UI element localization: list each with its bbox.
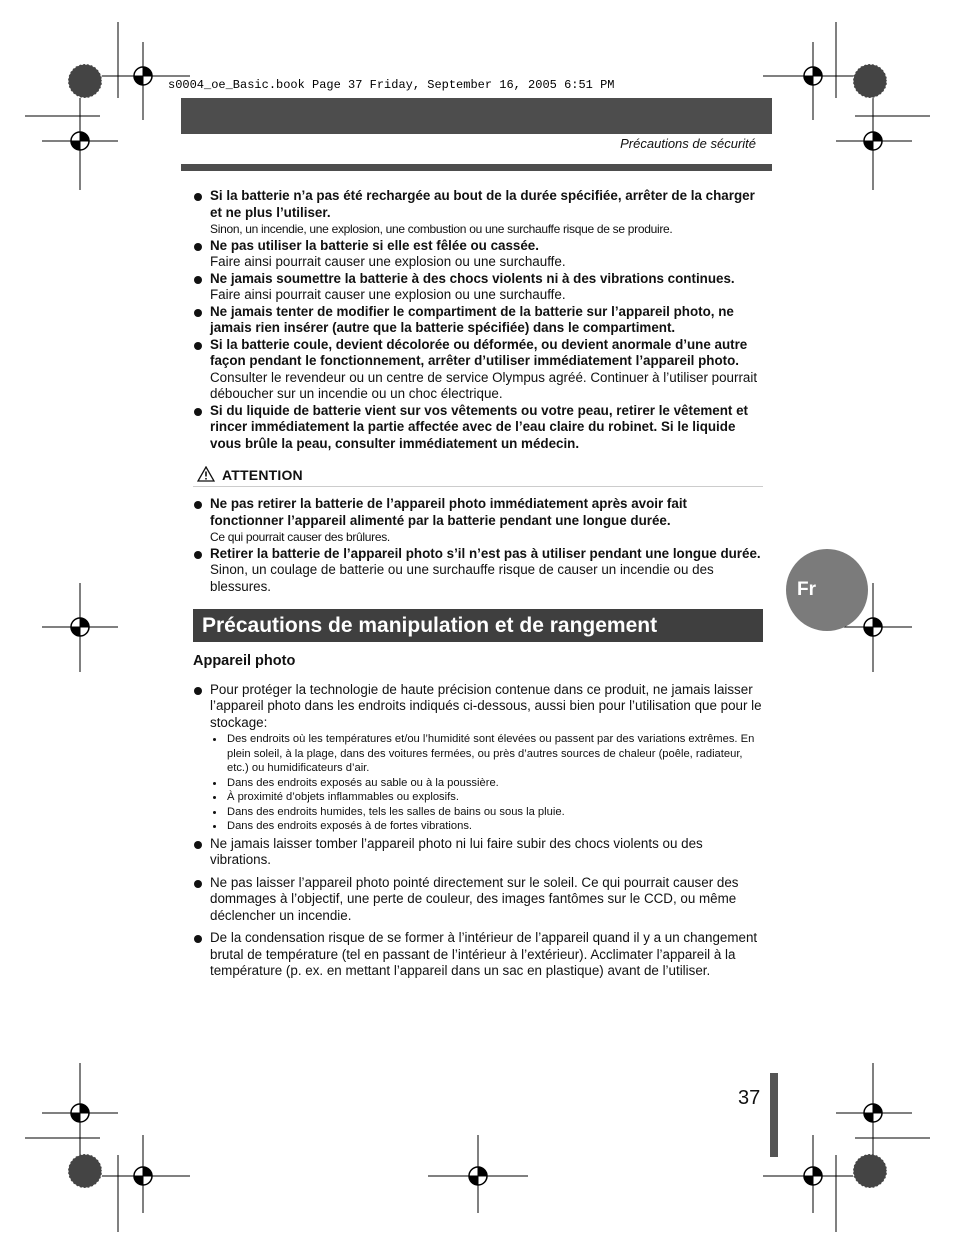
- attention-text: Retirer la batterie de l’appareil photo s’il n’est pas à utiliser pendant une longue durée.: [210, 545, 761, 561]
- location-item: Dans des endroits exposés à de fortes vibrations.: [210, 819, 763, 834]
- warning-text: Si la batterie n’a pas été rechargée au bout de la durée spécifiée, arrêter de la charger et ne plus l’utiliser.: [210, 188, 755, 220]
- language-tab-label: Fr: [797, 579, 816, 600]
- camera-item: [193, 930, 763, 980]
- warning-triangle-icon: [197, 466, 215, 482]
- section-title: Précautions de manipulation et de rangement: [193, 609, 763, 642]
- warning-item: [193, 188, 763, 238]
- attention-label: ATTENTION: [222, 467, 303, 483]
- warning-item: [193, 403, 763, 453]
- camera-item-text: Ne jamais laisser tomber l’appareil photo ni lui faire subir des chocs violents ou des vibrations.: [210, 835, 703, 867]
- camera-item-text: Pour protéger la technologie de haute précision contenue dans ce produit, ne jamais laisser l’appareil photo dans les endroits indiqués ci-dessous, aussi bien pour l’utilisation que pour le stockage:: [210, 681, 762, 730]
- warning-item: [193, 304, 763, 337]
- header-section-title: Précautions de sécurité: [620, 136, 756, 151]
- camera-item-text: Ne pas laisser l’appareil photo pointé directement sur le soleil. Ce qui pourrait causer des dommages à l’objectif, une perte de couleur, des images fantômes sur le CCD, ou même déclencher un incendie.: [210, 874, 739, 923]
- warning-item: [193, 238, 763, 271]
- warning-text: Ne jamais tenter de modifier le compartiment de la batterie sur l’appareil photo, ne jamais rien insérer (autre que la batterie spécifiée) dans le compartiment.: [210, 303, 734, 335]
- attention-text: Ne pas retirer la batterie de l’appareil photo immédiatement après avoir fait fonctionner l’appareil alimenté par la batterie pendant une longue durée.: [210, 496, 688, 528]
- location-item: À proximité d’objets inflammables ou explosifs.: [210, 790, 763, 805]
- location-item: Des endroits où les températures et/ou l’humidité sont élevées ou passent par des variations extrêmes. En plein soleil, à la plage, dans des voitures fermées, ou près d’autres sources de chaleur (poêle, radiateur, etc.) ou humidificateurs d’air.: [210, 732, 763, 776]
- subsection-title: Appareil photo: [193, 653, 296, 669]
- warning-text: Ne jamais soumettre la batterie à des chocs violents ni à des vibrations continues.: [210, 270, 735, 286]
- attention-item: [193, 496, 763, 546]
- header-band: [181, 98, 772, 134]
- book-info-line: s0004_oe_Basic.book Page 37 Friday, September 16, 2005 6:51 PM: [168, 78, 615, 92]
- camera-item: [193, 682, 763, 834]
- warning-text: Si du liquide de batterie vient sur vos vêtements ou votre peau, retirer le vêtement et rincer immédiatement la partie affectée avec de l’eau claire du robinet. Si le liquide vous brûle la peau, consulter immédiatement un médecin.: [210, 402, 749, 451]
- camera-item: [193, 836, 763, 869]
- warning-note: Faire ainsi pourrait causer une explosion ou une surchauffe.: [210, 254, 566, 269]
- warning-note: Faire ainsi pourrait causer une explosion ou une surchauffe.: [210, 287, 566, 302]
- warning-item: [193, 271, 763, 304]
- page-content: [193, 188, 763, 980]
- warning-text: Ne pas utiliser la batterie si elle est fêlée ou cassée.: [210, 237, 539, 253]
- attention-note: Ce qui pourrait causer des brûlures.: [210, 530, 390, 544]
- attention-item: [193, 546, 763, 596]
- page-number: 37: [738, 1087, 761, 1109]
- location-item: Dans des endroits exposés au sable ou à la poussière.: [210, 776, 763, 791]
- language-tab: [786, 549, 868, 631]
- location-list: [210, 732, 763, 834]
- attention-heading: [193, 466, 763, 487]
- warning-note: Sinon, un incendie, une explosion, une combustion ou une surchauffe risque de se produire.: [210, 222, 673, 236]
- attention-note: Sinon, un coulage de batterie ou une surchauffe risque de causer un incendie ou des blessures.: [210, 562, 714, 594]
- page-edge-bar: [770, 1073, 778, 1157]
- header-rule: [181, 164, 772, 171]
- warning-text: Si la batterie coule, devient décolorée ou déformée, ou devient anormale d’une autre façon pendant le fonctionnement, arrêter d’utiliser immédiatement l’appareil photo.: [210, 336, 748, 368]
- warning-item: [193, 337, 763, 403]
- warning-note: Consulter le revendeur ou un centre de service Olympus agréé. Continuer à l’utiliser pourrait déboucher sur un incendie ou un choc électrique.: [210, 369, 758, 401]
- location-item: Dans des endroits humides, tels les salles de bains ou sous la pluie.: [210, 805, 763, 820]
- camera-item-text: De la condensation risque de se former à l’intérieur de l’appareil quand il y a un changement brutal de température (tel en passant de l’intérieur à l’extérieur). Acclimater l’appareil à la température (p. ex. en mettant l’appareil dans un sac en plastique) avant de l’utiliser.: [210, 930, 758, 978]
- camera-item: [193, 875, 763, 925]
